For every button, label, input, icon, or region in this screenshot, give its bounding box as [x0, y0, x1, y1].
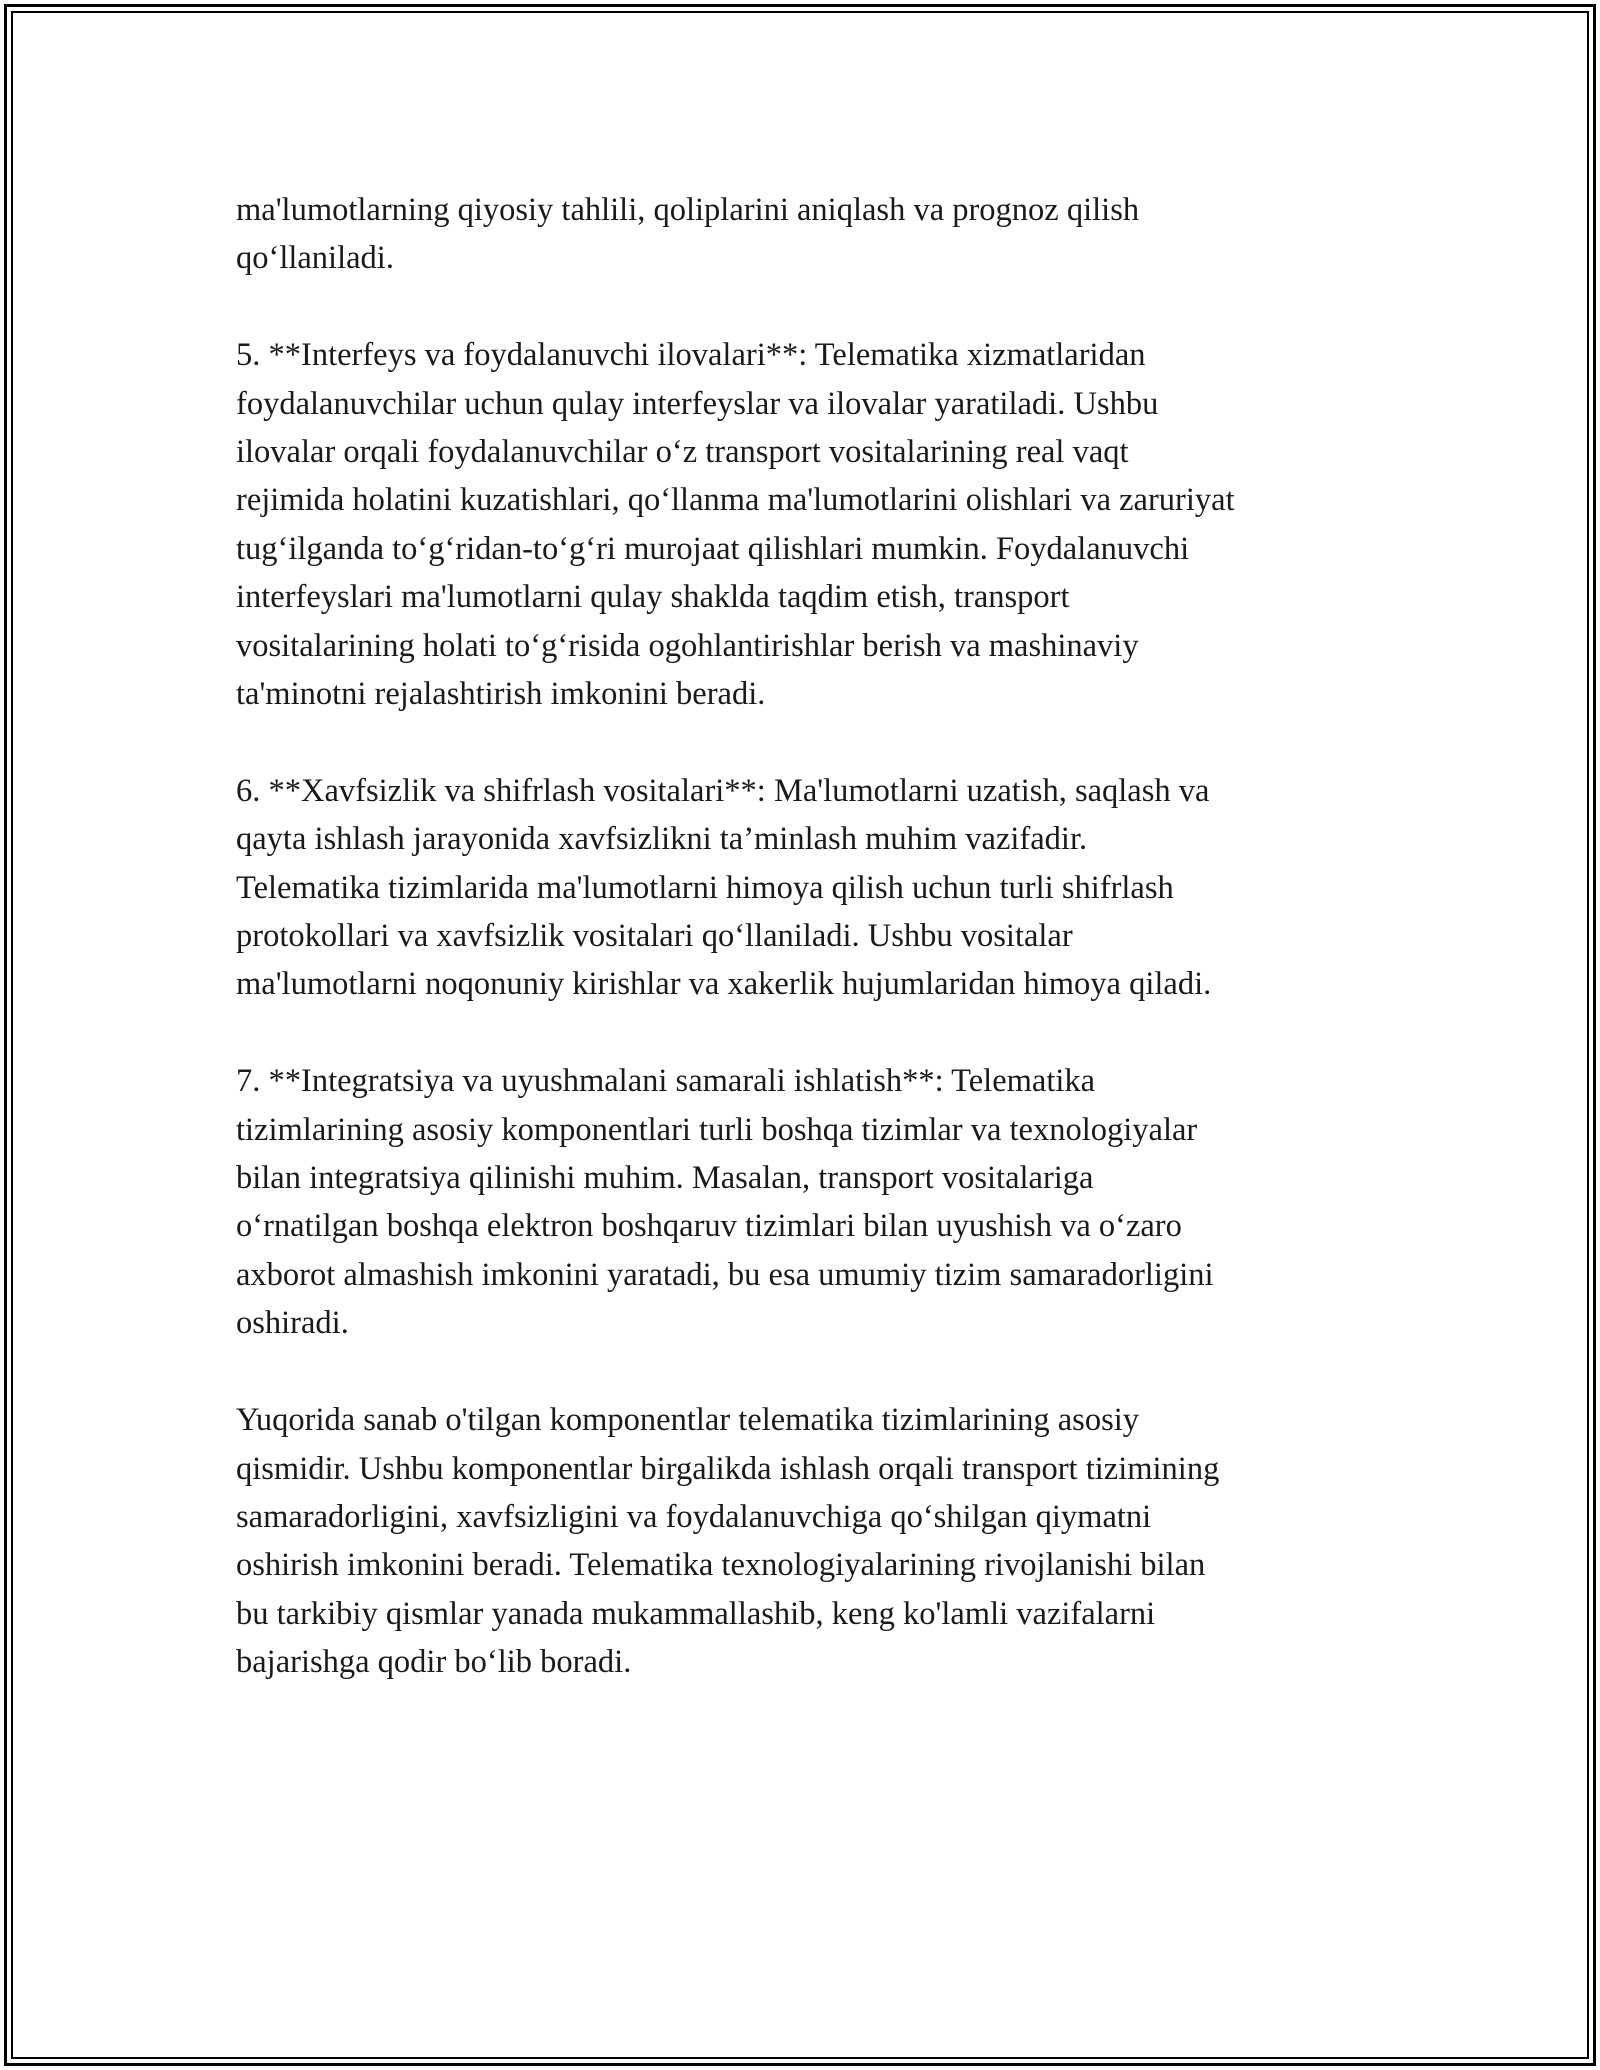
paragraph-item-5	[236, 331, 1396, 718]
text-line: 5. **Interfeys va foydalanuvchi ilovalari**: Telematika xizmatlaridan	[236, 337, 1146, 374]
text-line: o‘rnatilgan boshqa elektron boshqaruv tizimlari bilan uyushish va o‘zaro	[236, 1208, 1182, 1245]
text-line: ilovalar orqali foydalanuvchilar o‘z transport vositalarining real vaqt	[236, 434, 1129, 471]
text-line: interfeyslari ma'lumotlarni qulay shaklda taqdim etish, transport	[236, 579, 1070, 616]
text-line: qo‘llaniladi.	[236, 240, 394, 277]
text-line: samaradorligini, xavfsizligini va foydalanuvchiga qo‘shilgan qiymatni	[236, 1498, 1152, 1535]
text-line: rejimida holatini kuzatishlari, qo‘llanma ma'lumotlarini olishlari va zaruriyat	[236, 482, 1235, 519]
text-line: vositalarining holati to‘g‘risida ogohlantirishlar berish va mashinaviy	[236, 627, 1139, 664]
text-line: bu tarkibiy qismlar yanada mukammallashib, keng ko'lamli vazifalarni	[236, 1595, 1156, 1632]
text-line: foydalanuvchilar uchun qulay interfeyslar va ilovalar yaratiladi. Ushbu	[236, 385, 1159, 422]
text-line: bilan integratsiya qilinishi muhim. Masalan, transport vositalariga	[236, 1160, 1094, 1197]
text-line: bajarishga qodir bo‘lib boradi.	[236, 1644, 632, 1681]
text-line: 7. **Integratsiya va uyushmalani samarali ishlatish**: Telematika	[236, 1063, 1096, 1100]
text-line: ma'lumotlarni noqonuniy kirishlar va xakerlik hujumlaridan himoya qiladi.	[236, 966, 1212, 1003]
text-line: protokollari va xavfsizlik vositalari qo‘llaniladi. Ushbu vositalar	[236, 918, 1073, 955]
paragraph-continuation	[236, 186, 1396, 283]
text-line: oshirish imkonini beradi. Telematika texnologiyalarining rivojlanishi bilan	[236, 1547, 1206, 1584]
text-line: 6. **Xavfsizlik va shifrlash vositalari**: Ma'lumotlarni uzatish, saqlash va	[236, 772, 1210, 809]
text-line: tizimlarining asosiy komponentlari turli boshqa tizimlar va texnologiyalar	[236, 1111, 1198, 1148]
text-line: Telematika tizimlarida ma'lumotlarni himoya qilish uchun turli shifrlash	[236, 869, 1174, 906]
paragraph-item-7	[236, 1057, 1396, 1347]
paragraph-conclusion	[236, 1396, 1396, 1686]
text-line: axborot almashish imkonini yaratadi, bu esa umumiy tizim samaradorligini	[236, 1256, 1214, 1293]
text-line: ma'lumotlarning qiyosiy tahlili, qoliplarini aniqlash va prognoz qilish	[236, 192, 1140, 228]
text-line: ta'minotni rejalashtirish imkonini beradi.	[236, 676, 766, 713]
paragraph-item-6	[236, 767, 1396, 1009]
text-line: tug‘ilganda to‘g‘ridan-to‘g‘ri murojaat qilishlari mumkin. Foydalanuvchi	[236, 530, 1190, 567]
text-line: oshiradi.	[236, 1305, 349, 1342]
document-body	[236, 186, 1396, 1735]
text-line: Yuqorida sanab o'tilgan komponentlar telematika tizimlarining asosiy	[236, 1402, 1140, 1439]
text-line: qismidir. Ushbu komponentlar birgalikda ishlash orqali transport tizimining	[236, 1450, 1220, 1487]
text-line: qayta ishlash jarayonida xavfsizlikni ta’minlash muhim vazifadir.	[236, 821, 1088, 858]
